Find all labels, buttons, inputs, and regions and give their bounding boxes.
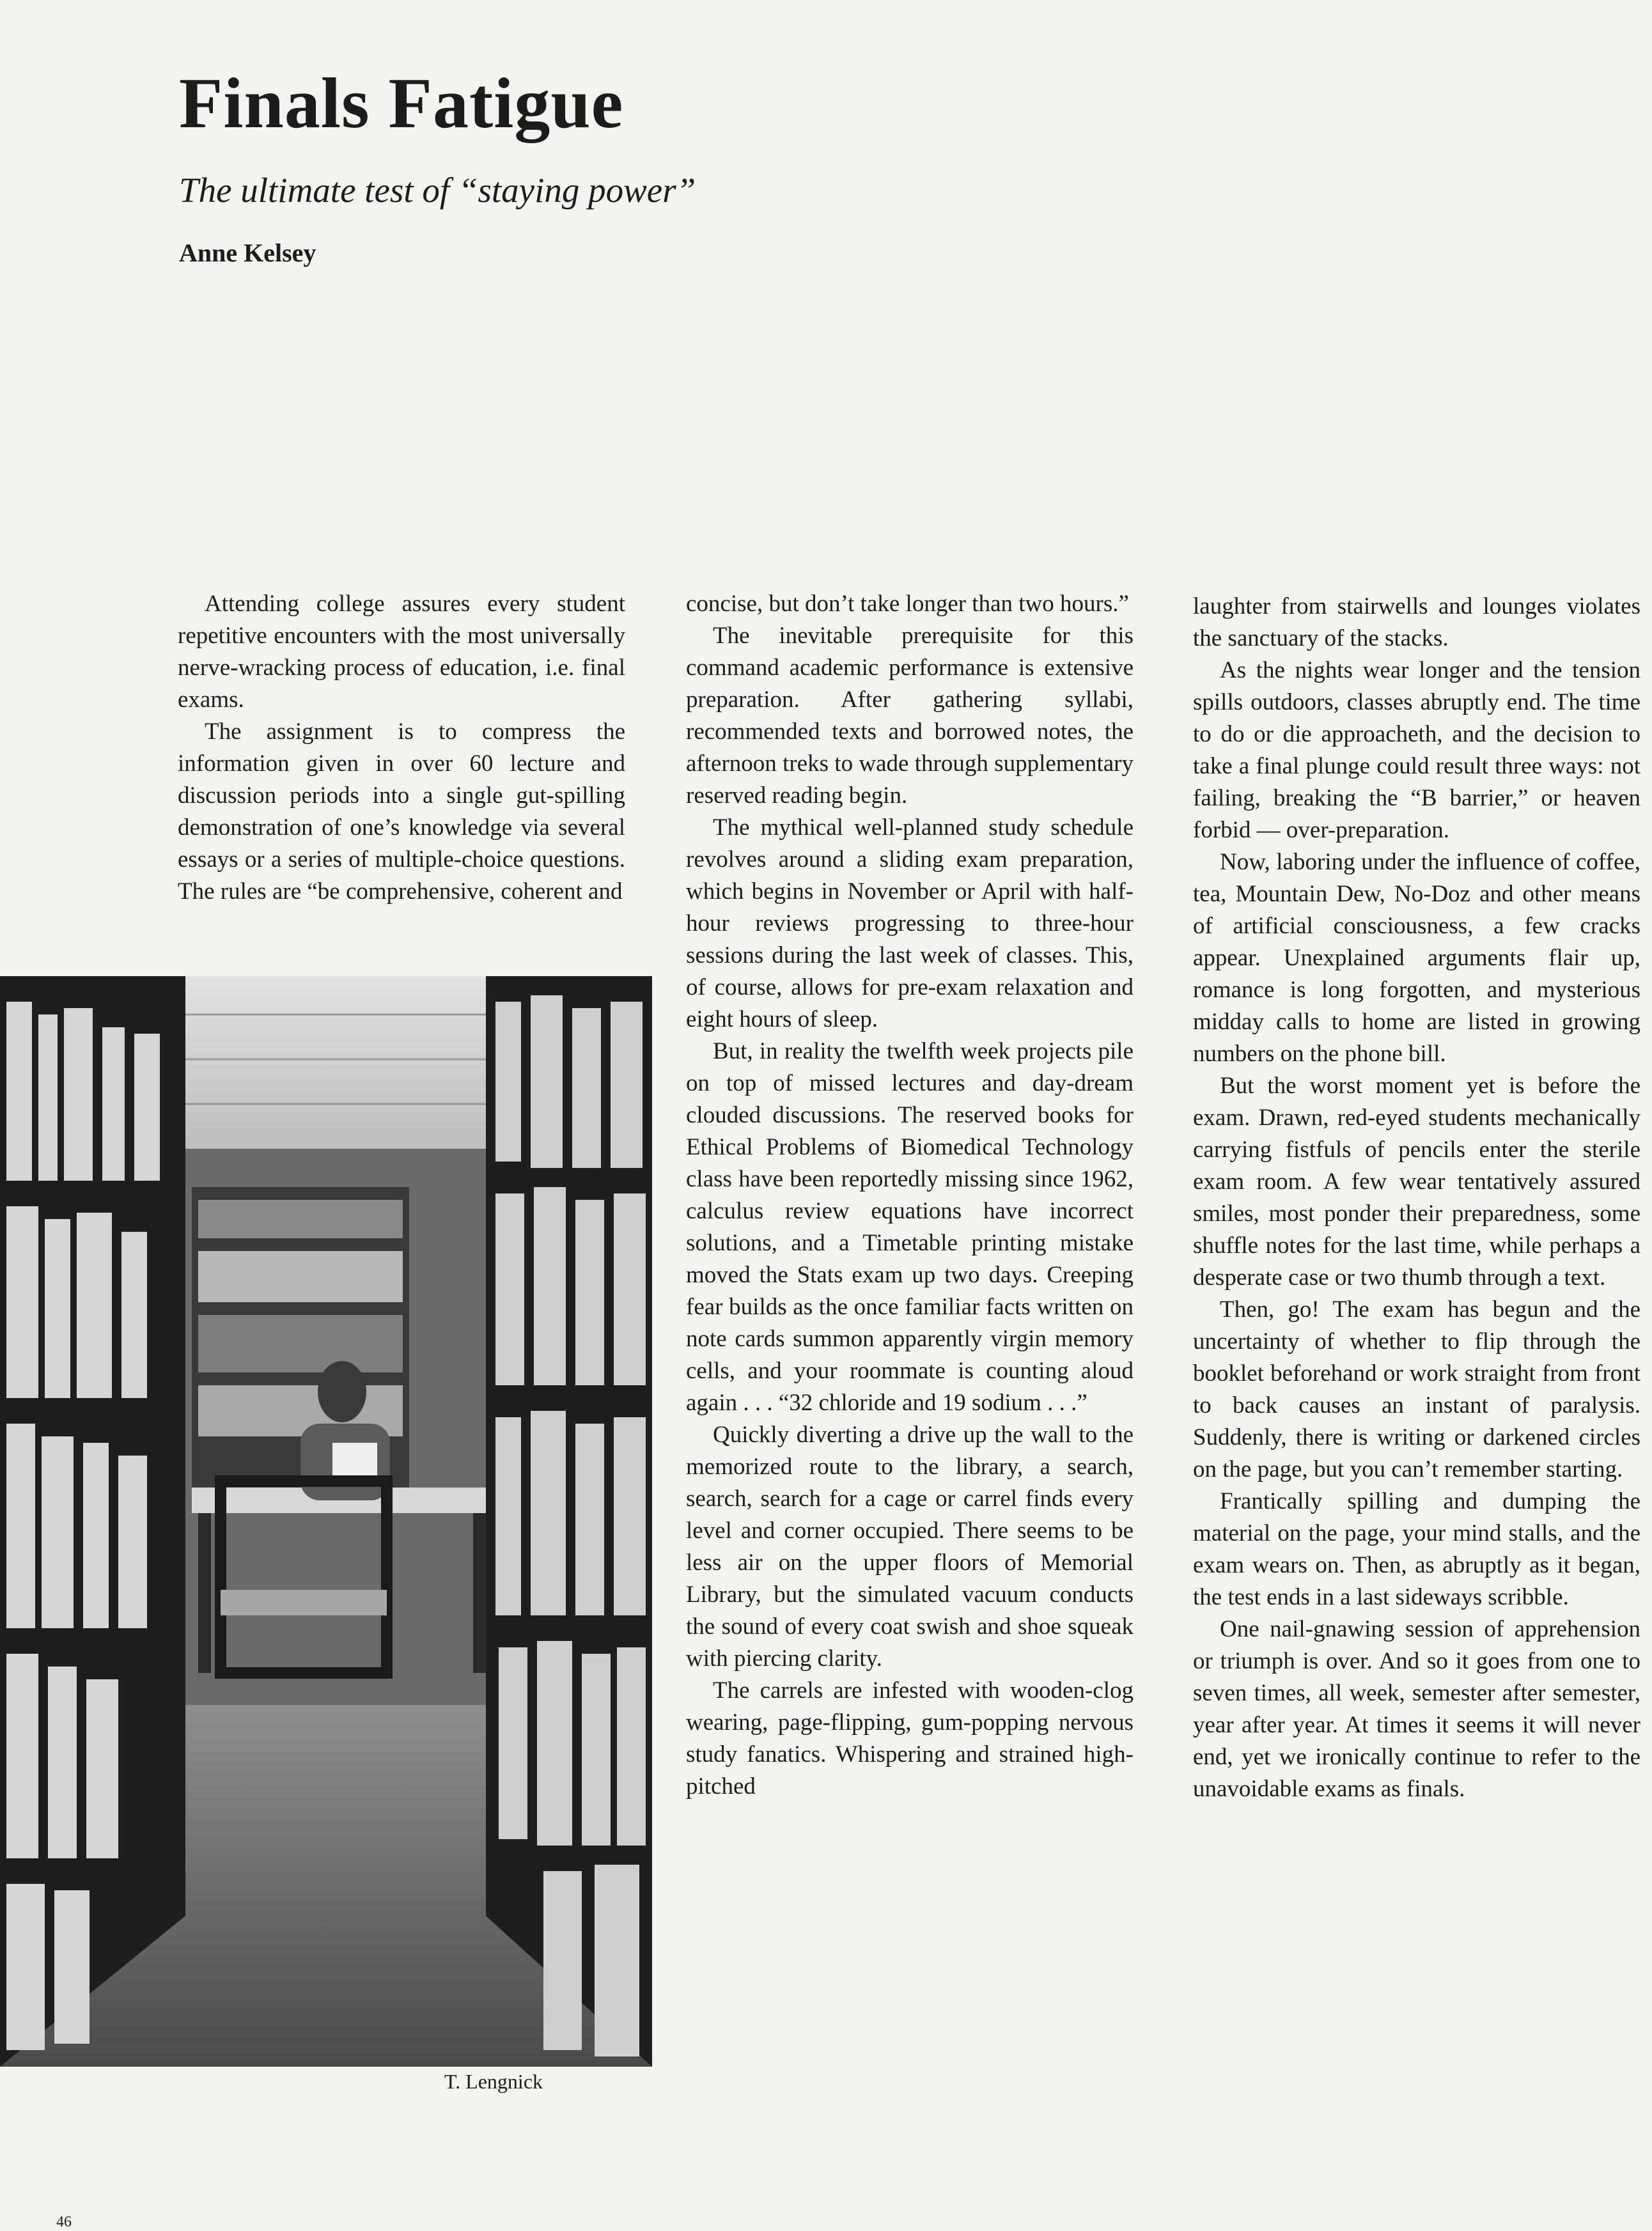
- paragraph: laughter from stairwells and lounges violates the sanctuary of the stacks.: [1193, 593, 1640, 651]
- article-author: Anne Kelsey: [179, 238, 316, 267]
- paragraph: Now, laboring under the influence of coffee, tea, Mountain Dew, No-Doz and other means of artificial consciousness, a few cracks appear. Unexplained arguments flair up, romance is long forgotten, and mysterious midday calls to home are listed in growing numbers on the phone bill.: [1193, 849, 1640, 1067]
- photo-credit: T. Lengnick: [444, 2070, 543, 2093]
- paragraph: Attending college assures every student repetitive encounters with the most universally nerve-wracking process of education, i.e. final exams.: [178, 591, 625, 713]
- paragraph: But the worst moment yet is before the exam. Drawn, red-eyed students mechanically carrying fistfuls of pencils enter the sterile exam room. A few wear tentatively assured smiles, most ponder their preparedness, some shuffle notes for the last time, while perhaps a desperate case or two thumb through a text.: [1193, 1073, 1640, 1291]
- paragraph: Frantically spilling and dumping the material on the page, your mind stalls, and the exam wears on. Then, as abruptly as it began, the test ends in a last sideways scribble.: [1193, 1488, 1640, 1610]
- article-title: Finals Fatigue: [179, 64, 624, 143]
- text-column-1: [178, 588, 625, 908]
- paragraph: concise, but don’t take longer than two hours.”: [686, 591, 1129, 617]
- library-photo: [0, 976, 652, 2067]
- paragraph: As the nights wear longer and the tension spills outdoors, classes abruptly end. The time to do or die approacheth, and the decision to take a final plunge could result three ways: not failing, breaking the “B barrier,” or heaven forbid — over-preparation.: [1193, 657, 1640, 843]
- paragraph: The mythical well-planned study schedule revolves around a sliding exam preparation, which begins in November or April with half-hour reviews progressing to three-hour sessions during the last week of classes. This, of course, allows for pre-exam relaxation and eight hours of sleep.: [686, 814, 1134, 1032]
- paragraph: One nail-gnawing session of apprehension or triumph is over. And so it goes from one to seven times, all week, semester after semester, year after year. At times it seems it will never end, yet we ironically continue to refer to the unavoidable exams as finals.: [1193, 1616, 1640, 1802]
- paragraph: But, in reality the twelfth week projects pile on top of missed lectures and day-dream clouded discussions. The reserved books for Ethical Problems of Biomedical Technology class have been reportedly missing since 1962, calculus review equations have incorrect solutions, and a Timetable printing mistake moved the Stats exam up two days. Creeping fear builds as the once familiar facts written on note cards summon apparently virgin memory cells, and your roommate is counting aloud again . . . “32 chloride and 19 sodium . . .”: [686, 1038, 1134, 1416]
- paragraph: Quickly diverting a drive up the wall to the memorized route to the library, a search, search, search for a cage or carrel finds every level and corner occupied. There seems to be less air on the upper floors of Memorial Library, but the simulated vacuum conducts the sound of every coat swish and shoe squeak with piercing clarity.: [686, 1422, 1134, 1672]
- article-subtitle: The ultimate test of “staying power”: [179, 171, 696, 210]
- paragraph: The inevitable prerequisite for this command academic performance is extensive preparation. After gathering syllabi, recommended texts and borrowed notes, the afternoon treks to wade through supplementary reserved reading begin.: [686, 623, 1134, 809]
- paragraph: The assignment is to compress the information given in over 60 lecture and discussion periods into a single gut-spilling demonstration of one’s knowledge via several essays or a series of multiple-choice questions. The rules are “be comprehensive, coherent and: [178, 719, 625, 905]
- text-column-2: [686, 588, 1134, 1803]
- paragraph: Then, go! The exam has begun and the uncertainty of whether to flip through the booklet beforehand or work straight from front to back causes an instant of paralysis. Suddenly, there is writing or darkened circles on the page, but you can’t remember starting.: [1193, 1296, 1640, 1482]
- paragraph: The carrels are infested with wooden-clog wearing, page-flipping, gum-popping nervous study fanatics. Whispering and strained high-pitched: [686, 1677, 1134, 1800]
- text-column-3: [1193, 591, 1640, 1805]
- page-number: 46: [56, 2214, 72, 2230]
